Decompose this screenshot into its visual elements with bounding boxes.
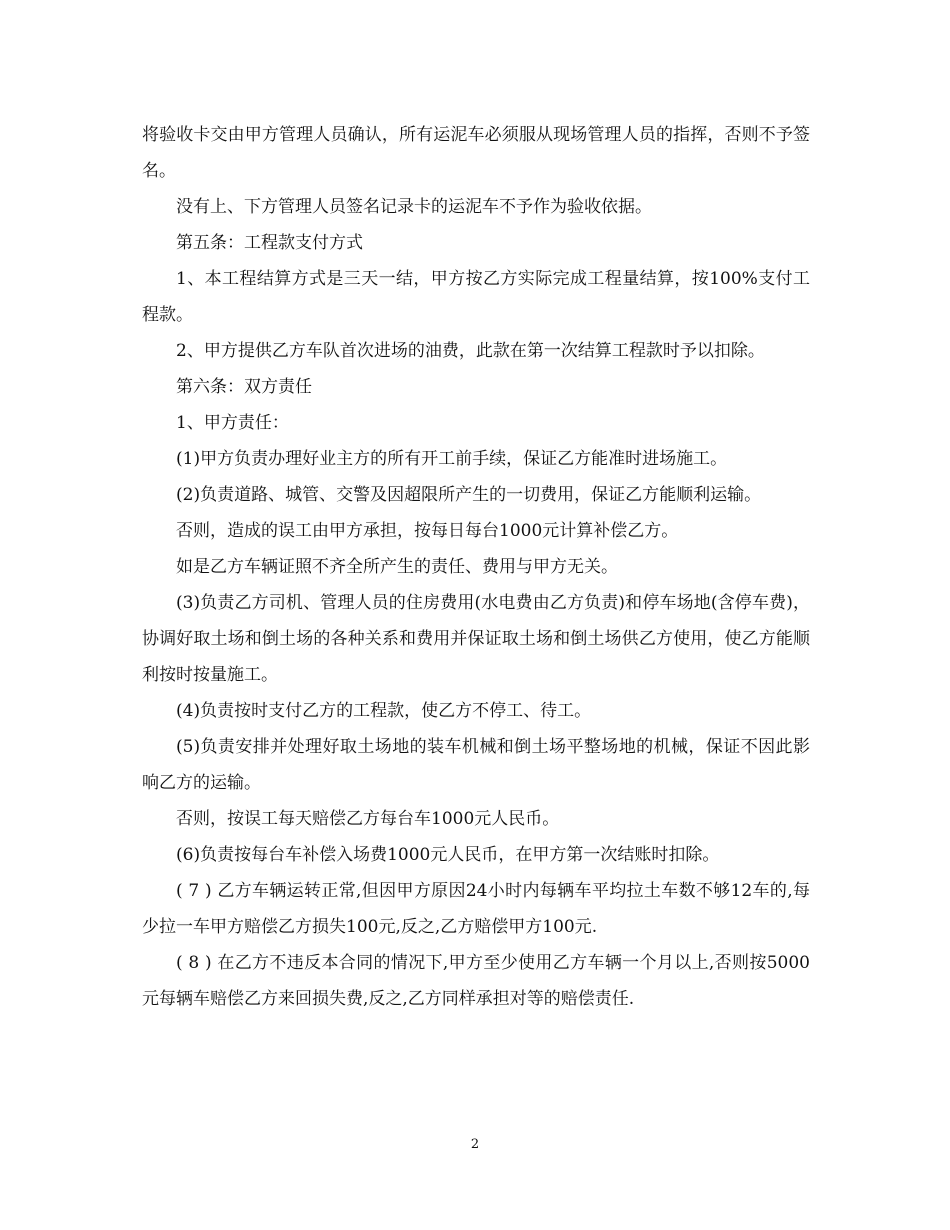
clause-2: (2)负责道路、城管、交警及因超限所产生的一切费用，保证乙方能顺利运输。 xyxy=(176,485,762,505)
clause-4: (4)负责按时支付乙方的工程款，使乙方不停工、待工。 xyxy=(176,701,592,721)
paragraph-delay-penalty: 否则，按误工每天赔偿乙方每台车1000元人民币。 xyxy=(176,809,560,829)
clause-5: (5)负责安排并处理好取土场地的装车机械和倒土场平整场地的机械，保证不因此影响乙方的运输。 xyxy=(142,737,810,793)
clause-7: ( 7 ) 乙方车辆运转正常,但因甲方原因24小时内每辆车平均拉土车数不够12车的,每少拉一车甲方赔偿乙方损失100元,反之,乙方赔偿甲方100元. xyxy=(142,881,810,937)
paragraph-license-liability: 如是乙方车辆证照不齐全所产生的责任、费用与甲方无关。 xyxy=(176,557,618,577)
paragraph-delay-compensation: 否则，造成的误工由甲方承担，按每日每台1000元计算补偿乙方。 xyxy=(176,521,679,541)
clause-1: (1)甲方负责办理好业主方的所有开工前手续，保证乙方能准时进场施工。 xyxy=(176,449,728,469)
clause-8: ( 8 ) 在乙方不违反本合同的情况下,甲方至少使用乙方车辆一个月以上,否则按5000元每辆车赔偿乙方来回损失费,反之,乙方同样承担对等的赔偿责任. xyxy=(142,953,810,1009)
document-body xyxy=(142,117,810,1017)
heading-article-5: 第五条：工程款支付方式 xyxy=(176,233,363,253)
heading-party-a-duties: 1、甲方责任： xyxy=(176,413,289,433)
clause-6: (6)负责按每台车补偿入场费1000元人民币，在甲方第一次结账时扣除。 xyxy=(176,845,720,865)
heading-article-6: 第六条：双方责任 xyxy=(176,377,312,397)
paragraph-acceptance-basis: 没有上、下方管理人员签名记录卡的运泥车不予作为验收依据。 xyxy=(176,197,652,217)
clause-3: (3)负责乙方司机、管理人员的住房费用(水电费由乙方负责)和停车场地(含停车费)，协调好取土场和倒土场的各种关系和费用并保证取土场和倒土场供乙方使用，使乙方能顺利按时按量施工。 xyxy=(142,593,810,685)
page-number: 2 xyxy=(470,1137,480,1152)
paragraph-settlement-method: 1、本工程结算方式是三天一结，甲方按乙方实际完成工程量结算，按100%支付工程款。 xyxy=(142,269,810,325)
paragraph-fuel-cost: 2、甲方提供乙方车队首次进场的油费，此款在第一次结算工程款时予以扣除。 xyxy=(176,341,765,361)
paragraph-continuation: 将验收卡交由甲方管理人员确认，所有运泥车必须服从现场管理人员的指挥，否则不予签名。 xyxy=(142,125,810,181)
